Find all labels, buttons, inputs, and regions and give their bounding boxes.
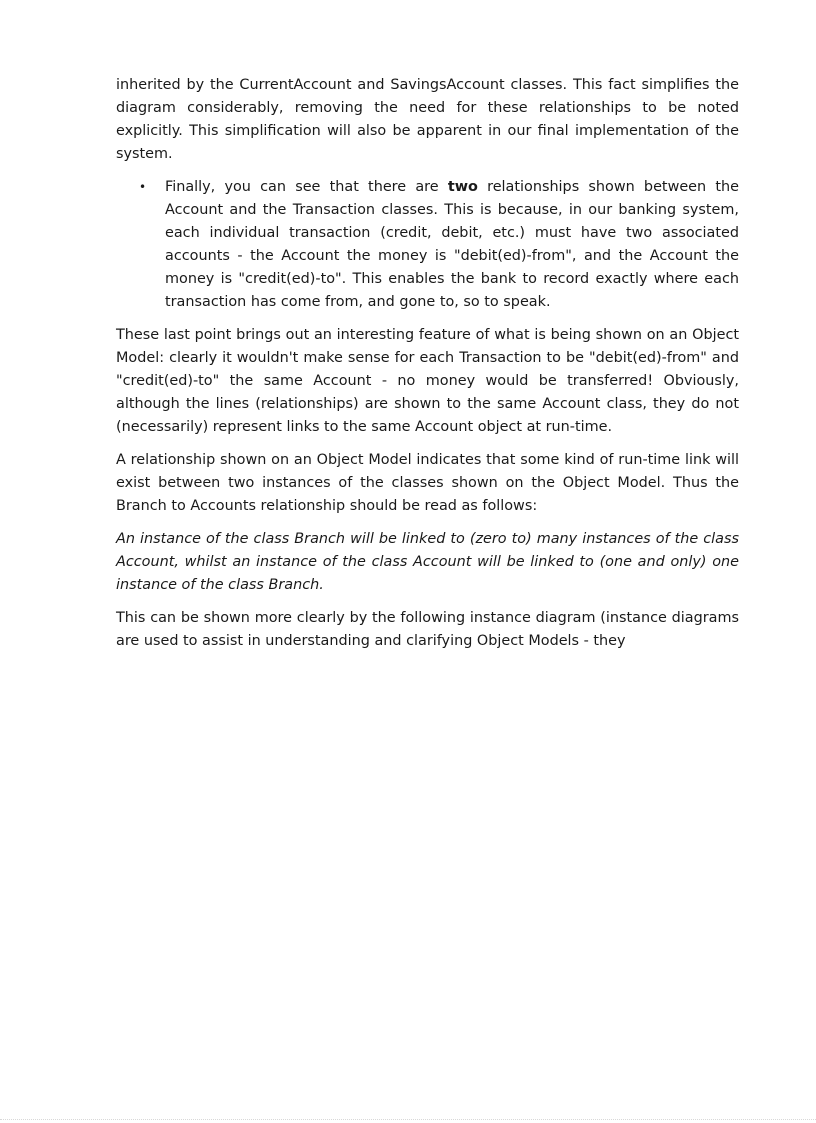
bullet-list [116,176,739,314]
paragraph-italic-reading: An instance of the class Branch will be linked to (zero to) many instances of the class Account, whilst an instance of the class Account will be linked to (one and only) one instance of the class Branch. [116,531,739,593]
bullet-item-relationships [116,176,739,314]
paragraph-inheritance: inherited by the CurrentAccount and SavingsAccount classes. This fact simplifies the diagram considerably, removing the need for these relationships to be noted explicitly. This simplification will also be apparent in our final implementation of the system. [116,77,739,162]
bullet-text-pre: Finally, you can see that there are [165,179,448,195]
page-bottom-divider [0,1119,816,1120]
paragraph-object-model-feature: These last point brings out an interesting feature of what is being shown on an Object Model: clearly it wouldn't make sense for each Transaction to be "debit(ed)-from" and "credit(ed)-to" the same Account - no money would be transferred! Obviously, although the lines (relationships) are shown to the same Account class, they do not (necessarily) represent links to the same Account object at run-time. [116,327,739,435]
bullet-text-post: relationships shown between the Account and the Transaction classes. This is because, in our banking system, each individual transaction (credit, debit, etc.) must have two associated accounts - the Account the money is "debit(ed)-from", and the Account the money is "credit(ed)-to". This enables the bank to record exactly where each transaction has come from, and gone to, so to speak. [165,179,739,310]
paragraph-instance-diagram: This can be shown more clearly by the following instance diagram (instance diagrams are used to assist in understanding and clarifying Object Models - they [116,610,739,649]
document-page [116,74,739,663]
paragraph-relationship-definition: A relationship shown on an Object Model indicates that some kind of run-time link will exist between two instances of the classes shown on the Object Model. Thus the Branch to Accounts relationship should be read as follows: [116,452,739,514]
bullet-marker: • [139,180,147,194]
bullet-text-strong: two [447,179,478,195]
